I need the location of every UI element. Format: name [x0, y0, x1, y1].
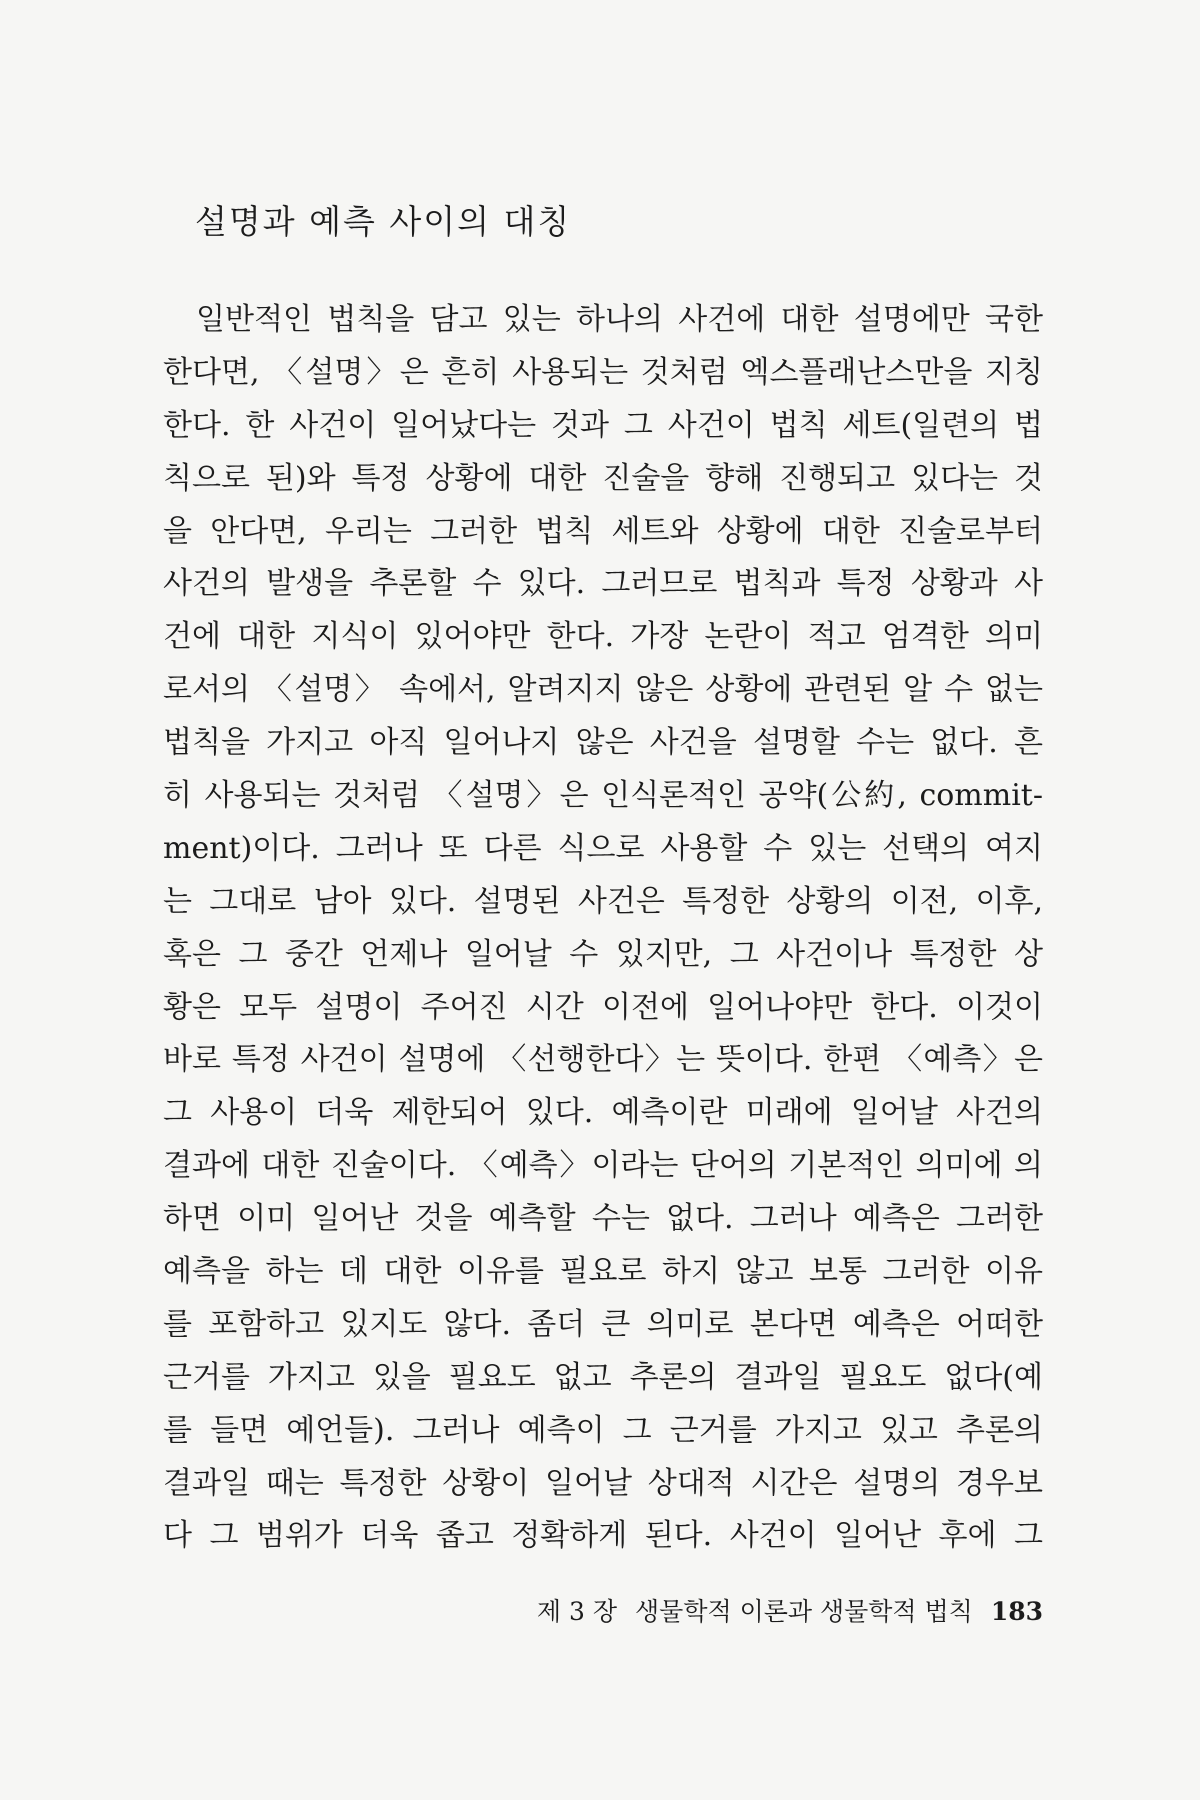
running-footer	[456, 1592, 1043, 1632]
text-line: 히 사용되는 것처럼 〈설명〉은 인식론적인 공약(公約, commit-	[163, 778, 1043, 814]
text-line: 하면 이미 일어난 것을 예측할 수는 없다. 그러나 예측은 그러한	[163, 1201, 1043, 1237]
text-line: 예측을 하는 데 대한 이유를 필요로 하지 않고 보통 그러한 이유	[163, 1254, 1043, 1290]
text-line: 다 그 범위가 더욱 좁고 정확하게 된다. 사건이 일어난 후에 그	[163, 1518, 1043, 1554]
text-line: 를 들면 예언들). 그러나 예측이 그 근거를 가지고 있고 추론의	[163, 1412, 1043, 1448]
text-line: 혹은 그 중간 언제나 일어날 수 있지만, 그 사건이나 특정한 상	[163, 936, 1043, 972]
text-line: 결과일 때는 특정한 상황이 일어날 상대적 시간은 설명의 경우보	[163, 1465, 1043, 1501]
text-line: 사건의 발생을 추론할 수 있다. 그러므로 법칙과 특정 상황과 사	[163, 566, 1043, 602]
text-line: 바로 특정 사건이 설명에 〈선행한다〉는 뜻이다. 한편 〈예측〉은	[163, 1042, 1044, 1078]
text-line: 황은 모두 설명이 주어진 시간 이전에 일어나야만 한다. 이것이	[163, 989, 1043, 1025]
section-title: 설명과 예측 사이의 대칭	[195, 202, 572, 241]
text-line: 법칙을 가지고 아직 일어나지 않은 사건을 설명할 수는 없다. 흔	[163, 725, 1043, 761]
body-paragraph	[163, 294, 1043, 1563]
text-line: 일반적인 법칙을 담고 있는 하나의 사건에 대한 설명에만 국한	[196, 302, 1043, 337]
footer-chapter: 제 3 장	[536, 1597, 618, 1626]
text-line: 로서의 〈설명〉 속에서, 알려지지 않은 상황에 관련된 알 수 없는	[163, 672, 1043, 708]
text-line: 한다. 한 사건이 일어났다는 것과 그 사건이 법칙 세트(일련의 법	[163, 407, 1043, 443]
text-line: 을 안다면, 우리는 그러한 법칙 세트와 상황에 대한 진술로부터	[163, 513, 1043, 549]
text-line: 근거를 가지고 있을 필요도 없고 추론의 결과일 필요도 없다(예	[163, 1359, 1043, 1395]
text-line: 를 포함하고 있지도 않다. 좀더 큰 의미로 본다면 예측은 어떠한	[163, 1306, 1043, 1342]
text-line: 는 그대로 남아 있다. 설명된 사건은 특정한 상황의 이전, 이후,	[163, 883, 1043, 919]
text-line: 결과에 대한 진술이다. 〈예측〉이라는 단어의 기본적인 의미에 의	[163, 1148, 1043, 1184]
text-line: 그 사용이 더욱 제한되어 있다. 예측이란 미래에 일어날 사건의	[163, 1095, 1043, 1131]
footer-chapter-title: 생물학적 이론과 생물학적 법칙	[635, 1597, 973, 1626]
text-line: 칙으로 된)와 특정 상황에 대한 진술을 향해 진행되고 있다는 것	[163, 460, 1043, 496]
page-number: 183	[990, 1597, 1043, 1626]
text-line: 한다면, 〈설명〉은 흔히 사용되는 것처럼 엑스플래난스만을 지칭	[163, 354, 1043, 390]
text-line: 건에 대한 지식이 있어야만 한다. 가장 논란이 적고 엄격한 의미	[163, 619, 1043, 655]
text-line: ment)이다. 그러나 또 다른 식으로 사용할 수 있는 선택의 여지	[163, 830, 1043, 866]
